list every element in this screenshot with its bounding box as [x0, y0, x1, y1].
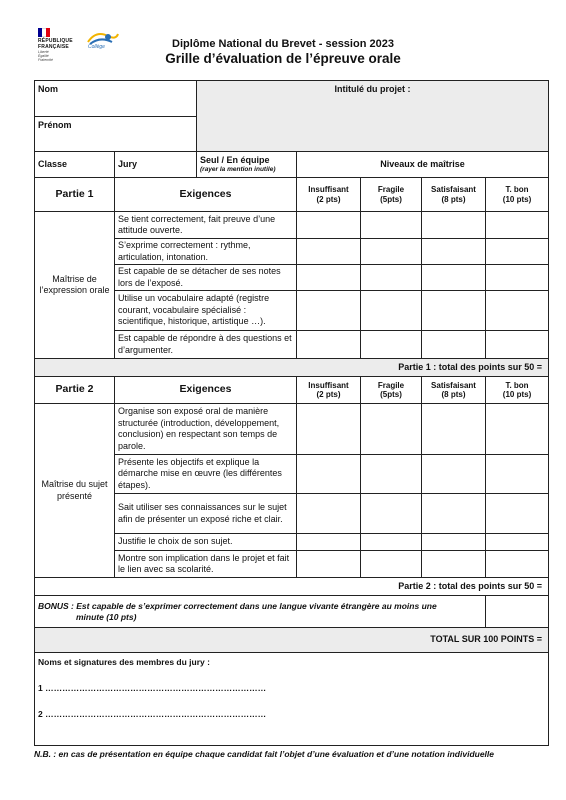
- partie2-criterion: Organise son exposé oral de manière structurée (introduction, développement, conclusion) en respectant son temps de parole.: [115, 404, 297, 455]
- bonus-text: BONUS : Est capable de s’exprimer correctement dans une langue vivante étrangère au moins une: [38, 600, 437, 611]
- nom-cell[interactable]: [35, 81, 197, 117]
- partie2-criterion: Justifie le choix de son sujet.: [115, 534, 297, 551]
- partie1-criterion: Est capable de se détacher de ses notes lors de l’exposé.: [115, 265, 297, 291]
- seul-equipe-label: Seul / En équipe: [200, 154, 270, 165]
- score-cell-p1c5-satisfaisant[interactable]: [422, 331, 486, 359]
- score-cell-p1c3-satisfaisant[interactable]: [422, 265, 486, 291]
- score-cell-p2c3-tres-bon[interactable]: [486, 494, 549, 534]
- level-header-fragile: Fragile (5pts): [361, 178, 422, 212]
- partie1-exigences-header: Exigences: [115, 178, 297, 212]
- score-cell-p1c5-fragile[interactable]: [361, 331, 422, 359]
- score-cell-p2c4-tres-bon[interactable]: [486, 534, 549, 551]
- partie2-title: Partie 2: [35, 377, 115, 404]
- score-cell-p1c4-insuffisant[interactable]: [297, 291, 361, 331]
- evaluation-grid: [34, 80, 549, 746]
- partie2-domain: Maîtrise du sujet présenté: [35, 404, 115, 578]
- score-cell-p2c3-satisfaisant[interactable]: [422, 494, 486, 534]
- score-cell-p2c4-fragile[interactable]: [361, 534, 422, 551]
- signature-line-1[interactable]: 1 ……………………………………………………………………: [38, 683, 267, 693]
- score-cell-p1c3-fragile[interactable]: [361, 265, 422, 291]
- score-cell-p2c2-satisfaisant[interactable]: [422, 455, 486, 494]
- score-cell-p2c3-insuffisant[interactable]: [297, 494, 361, 534]
- score-cell-p2c5-insuffisant[interactable]: [297, 551, 361, 578]
- partie1-criterion: Est capable de répondre à des questions et d’argumenter.: [115, 331, 297, 359]
- score-cell-p1c1-insuffisant[interactable]: [297, 212, 361, 239]
- score-cell-p1c2-insuffisant[interactable]: [297, 239, 361, 265]
- score-cell-p2c1-satisfaisant[interactable]: [422, 404, 486, 455]
- partie2-total-row[interactable]: Partie 2 : total des points sur 50 =: [35, 578, 549, 596]
- rayer-mention-note: (rayer la mention inutile): [200, 166, 276, 174]
- french-flag-icon: [38, 28, 50, 37]
- grid-title: Grille d’évaluation de l’épreuve orale: [165, 51, 401, 66]
- jury-signatures-cell[interactable]: [35, 653, 549, 746]
- level-header-satisfaisant: Satisfaisant (8 pts): [422, 178, 486, 212]
- partie1-total-row[interactable]: Partie 1 : total des points sur 50 =: [35, 359, 549, 377]
- score-cell-p1c1-tres-bon[interactable]: [486, 212, 549, 239]
- score-cell-p1c3-insuffisant[interactable]: [297, 265, 361, 291]
- signature-line-2[interactable]: 2 ……………………………………………………………………: [38, 709, 267, 719]
- classe-label: Classe: [38, 158, 68, 169]
- prenom-label: Prénom: [38, 120, 72, 130]
- classe-cell[interactable]: [35, 152, 115, 178]
- partie1-criterion: Se tient correctement, fait preuve d’une attitude ouverte.: [115, 212, 297, 239]
- college-logo-text: Collège: [88, 44, 105, 50]
- level-header-satisfaisant: Satisfaisant (8 pts): [422, 377, 486, 404]
- score-cell-p1c2-satisfaisant[interactable]: [422, 239, 486, 265]
- score-cell-p1c3-tres-bon[interactable]: [486, 265, 549, 291]
- signatures-title: Noms et signatures des membres du jury :: [38, 657, 210, 667]
- bonus-text-cont: minute (10 pts): [76, 611, 137, 622]
- level-header-insuffisant: Insuffisant (2 pts): [297, 178, 361, 212]
- bonus-score-cell[interactable]: [486, 596, 549, 628]
- partie2-criterion: Montre son implication dans le projet et fait le lien avec sa scolarité.: [115, 551, 297, 578]
- nom-label: Nom: [38, 84, 58, 94]
- seul-equipe-cell[interactable]: [197, 152, 297, 178]
- prenom-cell[interactable]: [35, 117, 197, 152]
- total-100-row[interactable]: TOTAL SUR 100 POINTS =: [35, 628, 549, 653]
- level-header-tres-bon: T. bon (10 pts): [486, 178, 549, 212]
- score-cell-p2c5-tres-bon[interactable]: [486, 551, 549, 578]
- level-header-fragile: Fragile (5pts): [361, 377, 422, 404]
- score-cell-p2c2-insuffisant[interactable]: [297, 455, 361, 494]
- score-cell-p2c2-fragile[interactable]: [361, 455, 422, 494]
- nb-footnote: N.B. : en cas de présentation en équipe chaque candidat fait l’objet d’une évaluation et d’une notation individuelle: [34, 749, 495, 759]
- partie2-criterion: Présente les objectifs et explique la démarche mise en œuvre (les différentes étapes).: [115, 455, 297, 494]
- niveaux-maitrise-header: Niveaux de maîtrise: [297, 152, 549, 178]
- jury-cell[interactable]: [115, 152, 197, 178]
- score-cell-p2c1-insuffisant[interactable]: [297, 404, 361, 455]
- partie1-domain: Maîtrise de l’expression orale: [35, 212, 115, 359]
- score-cell-p2c4-insuffisant[interactable]: [297, 534, 361, 551]
- score-cell-p1c2-tres-bon[interactable]: [486, 239, 549, 265]
- score-cell-p2c2-tres-bon[interactable]: [486, 455, 549, 494]
- partie2-exigences-header: Exigences: [115, 377, 297, 404]
- score-cell-p1c1-fragile[interactable]: [361, 212, 422, 239]
- score-cell-p1c4-tres-bon[interactable]: [486, 291, 549, 331]
- score-cell-p1c4-fragile[interactable]: [361, 291, 422, 331]
- exam-session-title: Diplôme National du Brevet - session 2023: [172, 38, 394, 50]
- intitule-label: Intitulé du projet :: [334, 84, 411, 94]
- partie2-criterion: Sait utiliser ses connaissances sur le sujet afin de présenter un exposé riche et clair.: [115, 494, 297, 534]
- score-cell-p2c4-satisfaisant[interactable]: [422, 534, 486, 551]
- intitule-projet-cell[interactable]: [197, 81, 549, 152]
- score-cell-p2c1-tres-bon[interactable]: [486, 404, 549, 455]
- rf-logo-text: RÉPUBLIQUE FRANÇAISE: [38, 38, 73, 50]
- bonus-row: [35, 596, 486, 628]
- level-header-insuffisant: Insuffisant (2 pts): [297, 377, 361, 404]
- partie1-criterion: S’exprime correctement : rythme, articulation, intonation.: [115, 239, 297, 265]
- score-cell-p2c3-fragile[interactable]: [361, 494, 422, 534]
- score-cell-p2c5-fragile[interactable]: [361, 551, 422, 578]
- score-cell-p1c5-tres-bon[interactable]: [486, 331, 549, 359]
- level-header-tres-bon: T. bon (10 pts): [486, 377, 549, 404]
- score-cell-p1c2-fragile[interactable]: [361, 239, 422, 265]
- partie1-criterion: Utilise un vocabulaire adapté (registre courant, vocabulaire spécialisé : scientifique, historique, artistique …).: [115, 291, 297, 331]
- score-cell-p2c5-satisfaisant[interactable]: [422, 551, 486, 578]
- score-cell-p1c5-insuffisant[interactable]: [297, 331, 361, 359]
- partie1-title: Partie 1: [35, 178, 115, 212]
- score-cell-p1c1-satisfaisant[interactable]: [422, 212, 486, 239]
- score-cell-p1c4-satisfaisant[interactable]: [422, 291, 486, 331]
- score-cell-p2c1-fragile[interactable]: [361, 404, 422, 455]
- rf-motto: Liberté Égalité Fraternité: [38, 50, 53, 62]
- jury-label: Jury: [118, 158, 138, 169]
